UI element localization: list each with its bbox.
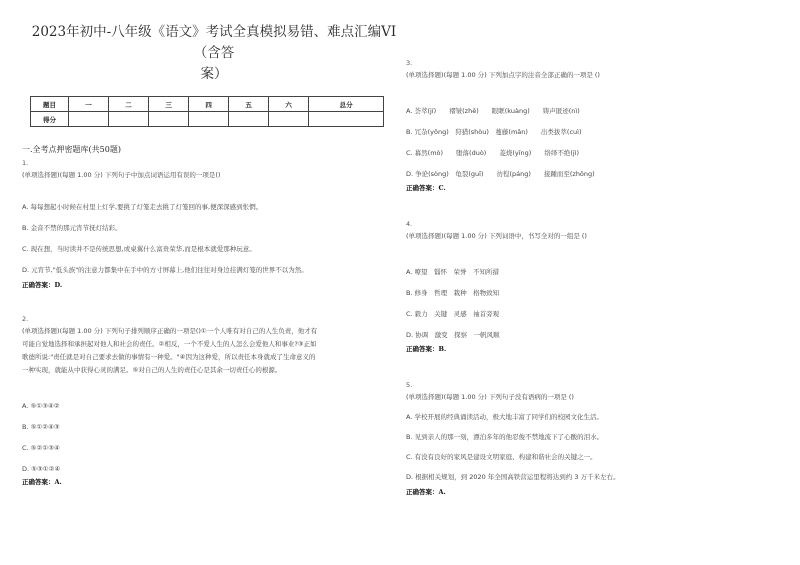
option-c: C. ⑤②①③④ [22,444,60,452]
question-number: 3. [406,59,413,67]
score-table-score-row [31,112,384,127]
option-a: A. 每每想起小时候在村里上灯学,要挑了灯笼走去挑了灯笼回的事,便深深感到怅惘。 [22,203,263,211]
answer-label: 正确答案：C. [406,184,446,192]
score-cell: 一 [69,97,109,112]
score-cell: 四 [189,97,229,112]
answer-label: 正确答案：B. [406,345,447,353]
question-number: 4. [406,220,413,228]
question-stem-line: 一种实现，就能从中获得心灵的满足。⑤对自己的人生的责任心是其余一切责任心的根源。 [22,366,282,374]
score-cell [109,112,149,127]
question-stem-line: 歌德所说:"责任就是对自己要求去做的事情有一种爱。"④因为这种爱，所以责任本身就成了生命意义的 [22,353,316,361]
score-cell [149,112,189,127]
option-d: D. ⑤③①②④ [22,465,61,473]
score-cell: 六 [269,97,309,112]
question-number: 1. [22,159,29,167]
question-number: 2. [22,315,29,323]
question-stem: (单项选择题)(每题 1.00 分) 下列词语中，书写全对的一组是 () [406,232,587,240]
score-cell: 得分 [31,112,69,127]
section-title: 一.全考点押密题库(共50题) [22,145,121,154]
score-cell [309,112,384,127]
option-c: C. 现在想，当时读井不是传统思想,或桌翼什么富贵荣华,而是根本就爱那种玩意。 [22,245,256,253]
option-d: D. 元宵节,"低头族"的注意力都集中在手中的方寸屏幕上,他们往往对身边挂满灯笼的世界不以为然。 [22,266,308,274]
question-stem-line: (单项选择题)(每题 1.00 分) 下列句子排列顺序正确的一项是()①一个人唯有对自己的人生负责，他才有 [22,327,318,335]
answer-label: 正确答案：A. [406,488,446,496]
question-4 [406,220,778,353]
question-3 [406,59,778,192]
option-d: D. 协调 激变 探察 一帆风顺 [406,331,500,339]
right-column [406,55,778,496]
option-b: B. 金音不禁的那元宵节抚灯结彩。 [22,224,122,232]
title-line-1: 2023年初中-八年级《语文》考试全真模拟易错、难点汇编VI（含答 [31,24,397,61]
option-a: A. ⑤①③④② [22,402,60,410]
score-cell [189,112,229,127]
option-c: C. 毅力 关键 灵感 袖首旁观 [406,310,500,318]
score-table-header-row [31,97,384,112]
option-b: B. 见到亲人的那一刻，漂泊多年的他忍俊不禁地流下了心酸的泪水。 [406,433,604,441]
score-cell [69,112,109,127]
option-a: A. 学校开展的经典诵读活动，极大地丰富了同学们的校园文化生活。 [406,413,603,421]
answer-label: 正确答案：A. [22,478,62,486]
option-a: A. 荟萃(jí) 褶皱(zhě) 眼眶(kuàng) 铸声匿迹(nì) [406,107,580,115]
question-stem: (单项选择题)(每题 1.00 分) 下列句子没有语病的一项是 () [406,393,574,401]
score-cell: 题目 [31,97,69,112]
option-d: D. 争论(sòng) 龟裂(guī) 彷徨(páng) 接踵而至(zhǒng) [406,170,595,178]
question-2 [22,315,400,486]
score-cell: 总分 [309,97,384,112]
question-stem: (单项选择题)(每题 1.00 分) 下列加点字的注音全部正确的一项是 () [406,71,600,79]
score-cell [229,112,269,127]
score-cell: 二 [109,97,149,112]
option-d: D. 根据相关规划，到 2020 年全国高铁营运里程将达到约 3 万千米左右。 [406,473,620,481]
question-5 [406,381,778,496]
question-number: 5. [406,381,413,389]
question-stem-line: 可能自觉地选择和承担起对他人和社会的责任。②相反，一个不爱人生的人怎么会爱他人和事业?③正如 [22,340,317,348]
option-c: C. 有没有良好的家风是建设文明家庭、构建和谐社会的关键之一。 [406,453,597,461]
option-b: B. 修身 哲理 栽种 格物致知 [406,289,500,297]
question-stem: (单项选择题)(每题 1.00 分) 下列句子中加点词语运用有误的一项是() [22,171,221,179]
option-a: A. 嘹望 锱怀 荣誉 不知所措 [406,268,499,276]
answer-label: 正确答案：D. [22,281,63,289]
question-1 [22,159,400,289]
option-b: B. 冗杂(yǒng) 狩猎(shòu) 蔓藤(mǎn) 出类拔萃(cuì) [406,128,582,136]
left-column [22,22,400,486]
option-c: C. 幕然(mò) 堕落(duò) 菱烧(yīng) 络绎不绝(jì) [406,149,579,157]
page-title [22,22,400,85]
score-cell [269,112,309,127]
option-b: B. ⑤①②④③ [22,423,60,431]
score-cell: 五 [229,97,269,112]
score-cell: 三 [149,97,189,112]
score-table [30,96,384,127]
title-line-2: 案） [200,66,228,82]
